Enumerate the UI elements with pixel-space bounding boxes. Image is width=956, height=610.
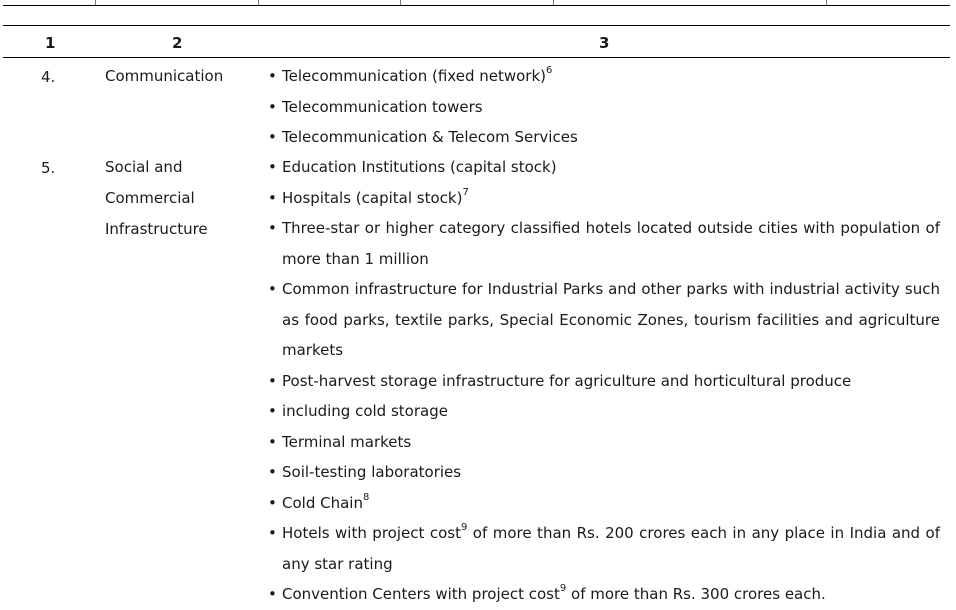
list-item <box>268 396 940 427</box>
footnote-marker: 8 <box>362 491 370 503</box>
list-item <box>268 366 940 397</box>
top-rule-tick <box>95 0 96 5</box>
list-item <box>268 122 940 153</box>
list-item <box>268 274 940 366</box>
list-item <box>268 61 940 92</box>
list-item <box>268 488 940 519</box>
item-text: Terminal markets <box>282 432 412 451</box>
footnote-marker: 6 <box>546 65 553 76</box>
item-text-continued: of more than Rs. 200 crores each in any place in India and of any star rating <box>282 524 940 573</box>
column-header-1: 1 <box>45 34 56 52</box>
row-number: 4. <box>41 68 56 86</box>
top-rule <box>3 5 950 6</box>
list-item <box>268 152 940 183</box>
footnote-marker: 9 <box>559 583 567 594</box>
footnote-marker: 9 <box>460 522 468 533</box>
list-item <box>268 183 940 214</box>
item-text: Post-harvest storage infrastructure for agriculture and horticultural produce <box>282 371 852 390</box>
row-number: 5. <box>41 159 56 177</box>
item-text: Soil-testing laboratories <box>282 463 462 481</box>
item-text: Convention Centers with project cost <box>282 585 560 603</box>
item-text: Telecommunication & Telecom Services <box>282 128 578 146</box>
top-rule-tick <box>553 0 554 5</box>
column-header-2: 2 <box>172 34 183 52</box>
list-item <box>268 92 940 123</box>
item-text: Hotels with project cost <box>282 524 461 542</box>
item-text-continued: of more than Rs. 300 crores each. <box>566 585 826 603</box>
item-text: Telecommunication towers <box>282 97 483 116</box>
top-rule-tick <box>400 0 401 5</box>
top-rule-tick <box>258 0 259 5</box>
row-category: Social and Commercial Infrastructure <box>105 158 208 238</box>
row-item-list <box>268 61 940 153</box>
list-item <box>268 427 940 458</box>
item-text: Cold Chain <box>282 493 363 512</box>
item-text: Telecommunication (fixed network) <box>282 67 547 85</box>
top-rule-tick <box>826 0 827 5</box>
header-top-rule <box>3 25 950 26</box>
item-text: Common infrastructure for Industrial Parks and other parks with industrial activity such as food parks, textile parks, Special Economic Zones, tourism facilities and agriculture markets <box>282 280 940 359</box>
item-text: Three-star or higher category classified hotels located outside cities with population of more than 1 million <box>282 219 940 268</box>
column-header-3: 3 <box>599 34 610 52</box>
item-text: including cold storage <box>282 402 448 420</box>
item-text: Hospitals (capital stock) <box>282 188 463 207</box>
list-item <box>268 457 940 488</box>
row-item-list <box>268 152 940 610</box>
footnote-marker: 7 <box>462 186 469 198</box>
list-item <box>268 579 940 610</box>
list-item <box>268 518 940 579</box>
header-bottom-rule <box>3 57 950 58</box>
list-item <box>268 213 940 274</box>
item-text: Education Institutions (capital stock) <box>282 158 557 176</box>
row-category: Communication <box>105 67 224 85</box>
